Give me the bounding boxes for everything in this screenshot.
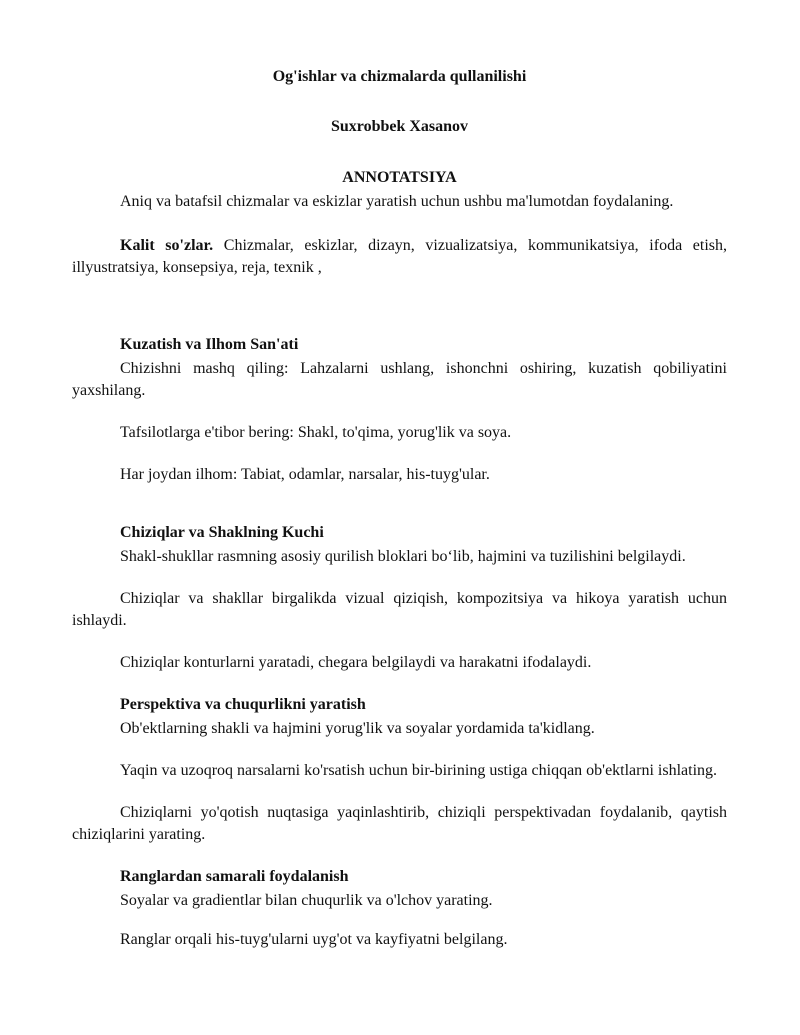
section-paragraph: Chiziqlarni yo'qotish nuqtasiga yaqinlashtirib, chiziqli perspektivadan foydalanib, qaytish chiziqlarini yarating. — [72, 804, 727, 843]
section-paragraph: Shakl-shukllar rasmning asosiy qurilish bloklari bo‘lib, hajmini va tuzilishini belgilaydi. — [120, 548, 686, 565]
keywords-label: Kalit so'zlar. — [120, 237, 214, 254]
section-paragraph: Yaqin va uzoqroq narsalarni ko'rsatish uchun bir-birining ustiga chiqqan ob'ektlarni ishlating. — [120, 762, 718, 779]
section-paragraph: Ob'ektlarning shakli va hajmini yorug'lik va soyalar yordamida ta'kidlang. — [120, 720, 595, 737]
annotation-paragraph: Aniq va batafsil chizmalar va eskizlar yaratish uchun ushbu ma'lumotdan foydalaning. — [120, 193, 674, 210]
section-perspektiva — [72, 694, 727, 846]
keywords-paragraph — [72, 235, 727, 279]
section-paragraph: Ranglar orqali his-tuyg'ularni uyg'ot va kayfiyatni belgilang. — [120, 931, 508, 948]
section-heading: Chiziqlar va Shaklning Kuchi — [120, 524, 324, 541]
section-paragraph: Chizishni mashq qiling: Lahzalarni ushlang, ishonchni oshiring, kuzatish qobiliyatini yaxshilang. — [72, 360, 727, 399]
section-heading: Ranglardan samarali foydalanish — [120, 868, 349, 885]
section-paragraph: Chiziqlar konturlarni yaratadi, chegara belgilaydi va harakatni ifodalaydi. — [120, 654, 592, 671]
section-paragraph: Chiziqlar va shakllar birgalikda vizual qiziqish, kompozitsiya va hikoya yaratish uchun ishlaydi. — [72, 590, 727, 629]
section-heading: Kuzatish va Ilhom San'ati — [120, 336, 299, 353]
section-paragraph: Soyalar va gradientlar bilan chuqurlik va o'lchov yarating. — [120, 892, 493, 909]
keywords-text: Chizmalar, eskizlar, dizayn, vizualizatsiya, kommunikatsiya, ifoda etish, illyustratsiya, konsepsiya, reja, texnik , — [72, 237, 728, 276]
section-paragraph: Tafsilotlarga e'tibor bering: Shakl, to'qima, yorug'lik va soya. — [120, 424, 512, 441]
section-chiziqlar-va-shakl — [72, 522, 727, 674]
section-kuzatish-va-ilhom — [72, 334, 727, 486]
document-title: Og'ishlar va chizmalarda qullanilishi — [272, 68, 527, 85]
section-heading: Perspektiva va chuqurlikni yaratish — [120, 696, 366, 713]
section-paragraph: Har joydan ilhom: Tabiat, odamlar, narsalar, his-tuyg'ular. — [120, 466, 490, 483]
annotation-heading: ANNOTATSIYA — [342, 169, 457, 186]
section-ranglardan — [72, 866, 727, 951]
document-author: Suxrobbek Xasanov — [330, 118, 469, 135]
